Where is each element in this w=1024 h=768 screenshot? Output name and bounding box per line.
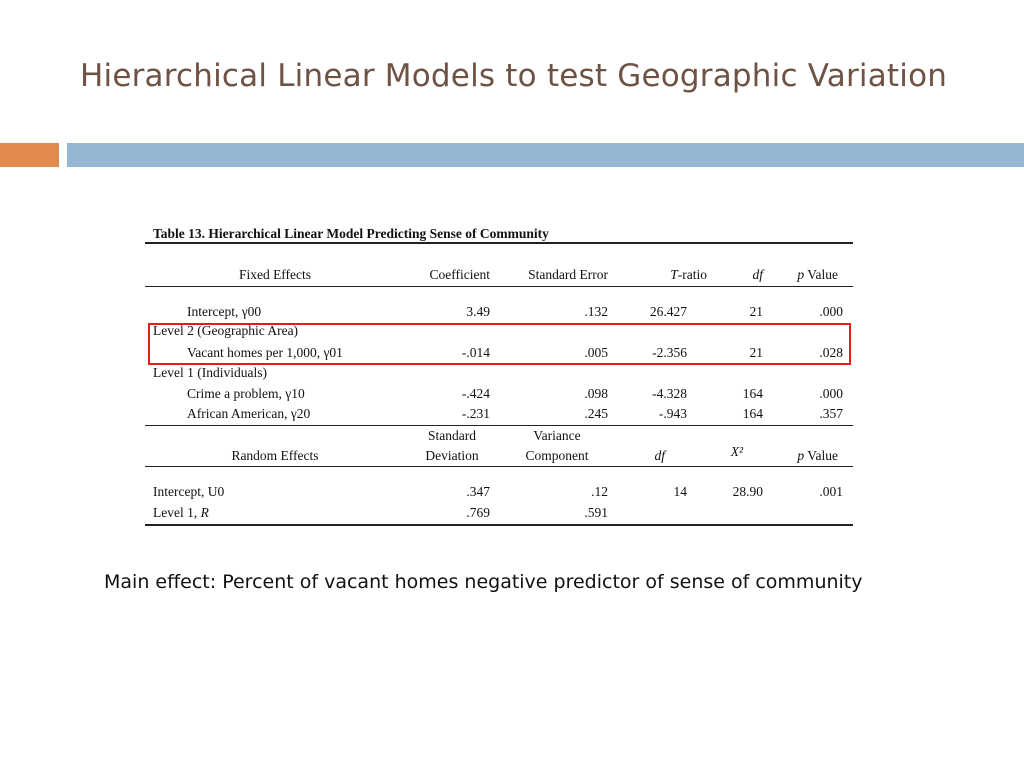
cell-chi: 28.90 (732, 484, 763, 499)
row-label: Vacant homes per 1,000, γ01 (187, 345, 343, 360)
random-effects-rule (145, 425, 853, 426)
cell-random-p: .001 (819, 484, 843, 499)
header-df: df (752, 267, 763, 282)
cell-vc: .12 (591, 484, 608, 499)
header-vc-line1: Variance (533, 428, 581, 443)
group-level-2: Level 2 (Geographic Area) (153, 323, 299, 338)
highlight-box (148, 323, 851, 365)
row-label: Crime a problem, γ10 (187, 386, 305, 401)
cell-t: -.943 (658, 406, 687, 421)
cell-sd: .769 (466, 505, 490, 520)
random-header-rule (145, 466, 853, 467)
cell-se: .098 (584, 386, 608, 401)
cell-vc: .591 (584, 505, 608, 520)
cell-random-df: 14 (673, 484, 687, 499)
hlm-table (145, 224, 853, 526)
header-fixed-effects: Fixed Effects (238, 267, 312, 282)
accent-bar-orange (0, 143, 59, 167)
header-random-p-value: p Value (797, 448, 838, 463)
cell-t: -2.356 (652, 345, 687, 360)
cell-t: -4.328 (652, 386, 687, 401)
header-rule (145, 286, 853, 287)
cell-p: .000 (819, 386, 843, 401)
table-top-rule (145, 242, 853, 244)
header-chi-square: X² (730, 444, 743, 459)
table-caption: Table 13. Hierarchical Linear Model Predicting Sense of Community (153, 226, 549, 241)
header-standard-error: Standard Error (528, 267, 608, 282)
main-effect-text: Main effect: Percent of vacant homes negative predictor of sense of community (104, 571, 863, 593)
cell-df: 21 (749, 304, 763, 319)
cell-sd: .347 (466, 484, 490, 499)
table-bottom-rule (145, 524, 853, 526)
cell-df: 21 (749, 345, 763, 360)
cell-p: .028 (819, 345, 843, 360)
cell-se: .245 (584, 406, 608, 421)
header-sd-line1: Standard (428, 428, 476, 443)
cell-p: .000 (819, 304, 843, 319)
header-vc-line2: Component (525, 448, 589, 463)
cell-coef: 3.49 (466, 304, 490, 319)
header-random-effects: Random Effects (231, 448, 319, 463)
random-row-label: Intercept, U0 (153, 484, 225, 499)
header-coefficient: Coefficient (429, 267, 490, 282)
cell-t: 26.427 (649, 304, 687, 319)
header-t-ratio: T-ratio (670, 267, 707, 282)
group-level-1: Level 1 (Individuals) (153, 365, 267, 380)
cell-p: .357 (819, 406, 843, 421)
header-random-df: df (654, 448, 665, 463)
accent-bar-blue (67, 143, 1024, 167)
cell-df: 164 (742, 406, 763, 421)
header-p-value: p Value (797, 267, 838, 282)
cell-df: 164 (742, 386, 763, 401)
row-label: Intercept, γ00 (187, 304, 262, 319)
cell-coef: -.231 (461, 406, 490, 421)
random-row-label: Level 1, R (153, 505, 209, 520)
cell-coef: -.424 (461, 386, 490, 401)
header-sd-line2: Deviation (425, 448, 479, 463)
cell-se: .005 (584, 345, 608, 360)
row-label: African American, γ20 (187, 406, 311, 421)
cell-coef: -.014 (461, 345, 490, 360)
slide-title: Hierarchical Linear Models to test Geographic Variation (80, 58, 948, 94)
cell-se: .132 (584, 304, 608, 319)
